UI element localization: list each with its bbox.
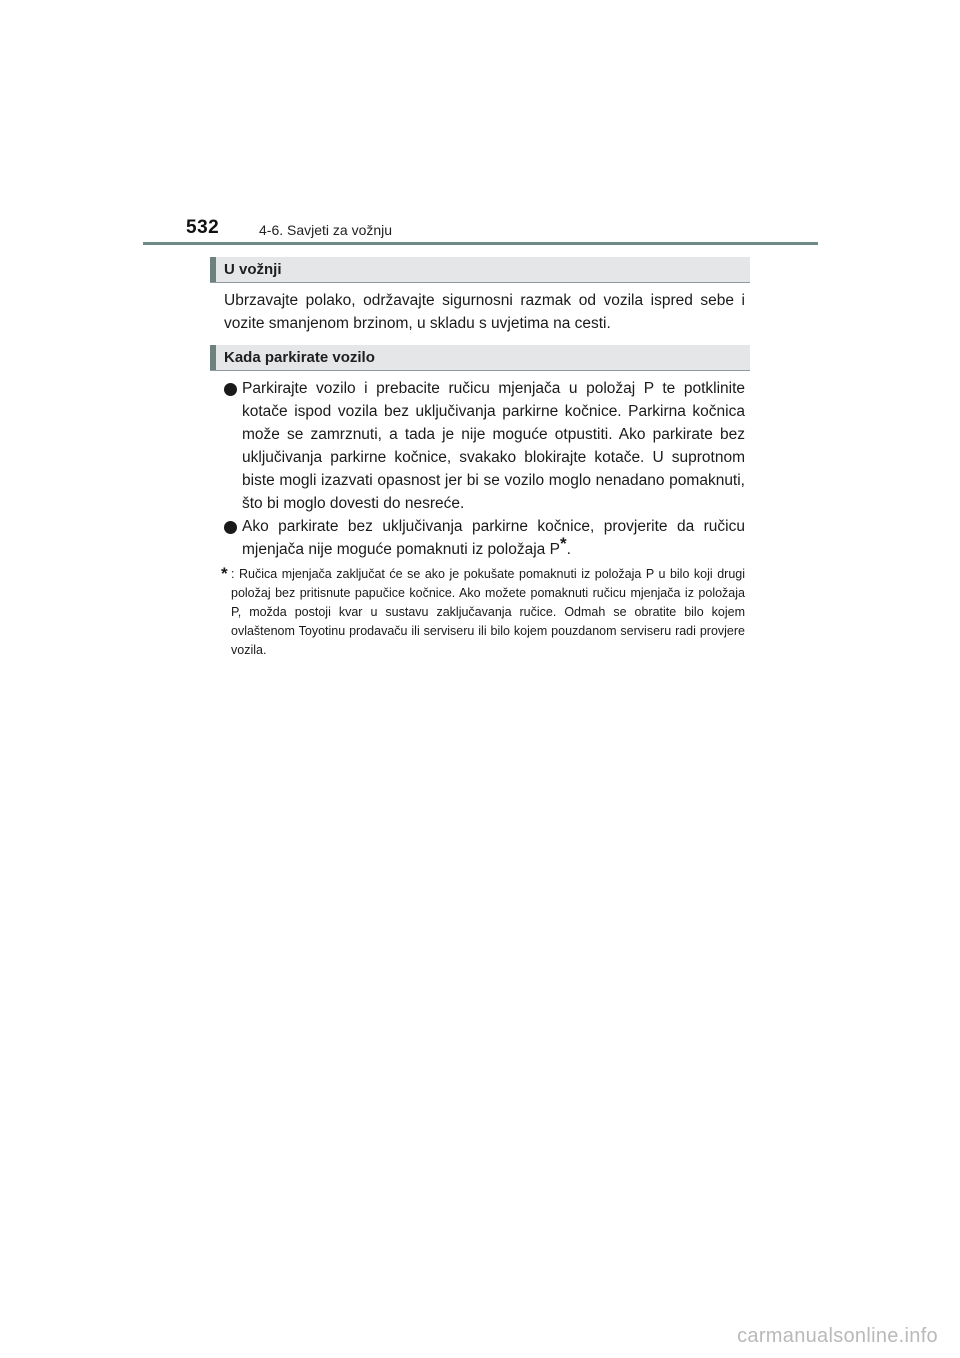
- breadcrumb: 4-6. Savjeti za vožnju: [259, 222, 393, 238]
- driving-paragraph: Ubrzavajte polako, održavajte sigurnosni razmak od vozila ispred sebe i vozite smanjenom brzinom, u skladu s uvjetima na cesti.: [224, 292, 745, 332]
- bullet-dot-icon: [224, 383, 237, 396]
- list-item-text-main: Ako parkirate bez uključivanja parkirne kočnice, provjerite da ručicu mjenjača nije moguće pomaknuti iz položaja P: [242, 518, 745, 558]
- footnote-marker: *: [221, 564, 228, 583]
- bullet-dot-icon: [224, 521, 237, 534]
- section-heading-driving: [210, 257, 750, 283]
- list-item: [224, 515, 745, 561]
- heading-accent-bar: [210, 345, 216, 370]
- list-item: [224, 377, 745, 515]
- section-heading-label: Kada parkirate vozilo: [224, 349, 375, 366]
- header-divider: [143, 242, 818, 245]
- footnote-reference: *: [559, 534, 567, 553]
- heading-accent-bar: [210, 257, 216, 282]
- footnote-text: : Ručica mjenjača zaključat će se ako je pokušate pomaknuti iz položaja P u bilo koji drugi položaj bez pritisnute papučice kočnice. Ako možete pomaknuti ručicu mjenjača iz položaja P, možda postoji kvar u sustavu zaključavanja ručice. Odmah se obratite bilo kojem ovlaštenom Toyotinu prodavaču ili serviseru ili bilo kojem pouzdanom serviseru radi provjere vozila.: [231, 567, 745, 657]
- list-item-text: Parkirajte vozilo i prebacite ručicu mjenjača u položaj P te potklinite kotače ispod vozila bez uključivanja parkirne kočnice. Parkirna kočnica može se zamrznuti, a tada je nije moguće otpustiti. Ako parkirate bez uključivanja parkirne kočnice, svakako blokirajte kotače. U suprotnom biste mogli izazvati opasnost jer bi se vozilo moglo nenadano pomaknuti, što bi moglo dovesti do nesreće.: [242, 380, 745, 512]
- list-item-text-end: .: [566, 541, 571, 558]
- watermark: carmanualsonline.info: [737, 1325, 938, 1347]
- page-number: 532: [186, 217, 220, 238]
- section-heading-label: U vožnji: [224, 261, 282, 278]
- section-heading-parking: [210, 345, 750, 371]
- footnote: [221, 565, 745, 660]
- list-item-text: [242, 515, 745, 561]
